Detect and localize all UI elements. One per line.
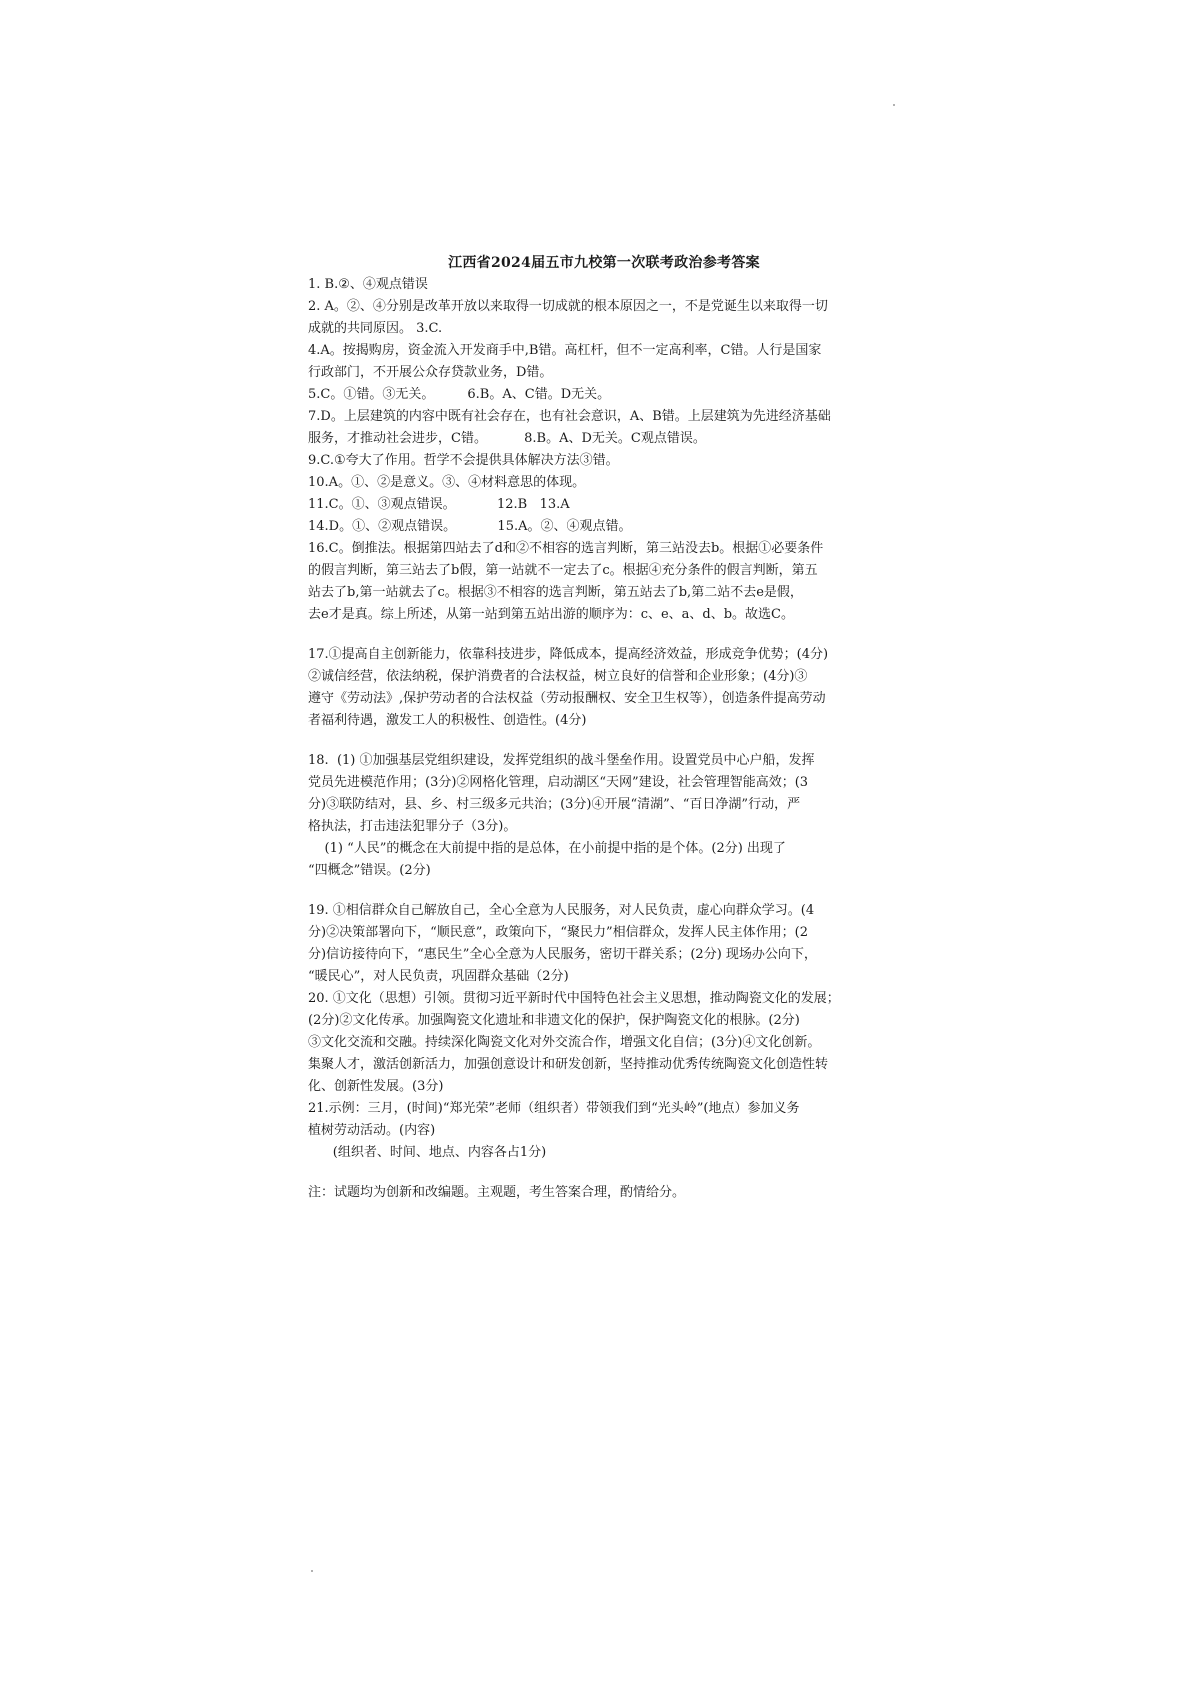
answer-line: 行政部门，不开展公众存贷款业务，D错。 <box>308 365 553 380</box>
answer-line: 者福利待遇，激发工人的积极性、创造性。(4分) <box>308 713 587 728</box>
answer-line: ③文化交流和交融。持续深化陶瓷文化对外交流合作，增强文化自信；(3分)④文化创新。 <box>308 1035 821 1050</box>
answer-block-18 <box>308 750 900 882</box>
paragraph-gap <box>308 1164 900 1182</box>
answer-line: 16.C。倒推法。根据第四站去了d和②不相容的选言判断，第三站没去b。根据①必要条件 <box>308 541 824 556</box>
answer-line: 1. B.②、④观点错误 <box>308 277 428 292</box>
paragraph-gap <box>308 732 900 750</box>
answer-document <box>308 252 900 1204</box>
answer-line: 14.D。①、②观点错误。 15.A。②、④观点错。 <box>308 519 632 534</box>
answer-line: “暖民心”，对人民负责，巩固群众基础（2分) <box>308 969 569 984</box>
answer-line: 成就的共同原因。 3.C. <box>308 321 443 336</box>
answer-block-19-21 <box>308 900 900 1164</box>
answer-line: 7.D。上层建筑的内容中既有社会存在，也有社会意识，A、B错。上层建筑为先进经济基础 <box>308 409 831 424</box>
answer-line: (1) “人民”的概念在大前提中指的是总体，在小前提中指的是个体。(2分) 出现了 <box>308 841 786 856</box>
answer-line: ②诚信经营，依法纳税，保护消费者的合法权益，树立良好的信誉和企业形象；(4分)③ <box>308 669 808 684</box>
document-title: 江西省2024届五市九校第一次联考政治参考答案 <box>448 255 760 271</box>
answer-line: 植树劳动活动。(内容) <box>308 1123 436 1138</box>
answer-line: 格执法，打击违法犯罪分子（3分)。 <box>308 819 517 834</box>
answer-line: 分)③联防结对，县、乡、村三级多元共治；(3分)④开展“清湖”、“百日净湖”行动，严 <box>308 797 801 812</box>
answer-line: 服务，才推动社会进步，C错。 8.B。A、D无关。C观点错误。 <box>308 431 706 446</box>
answer-line: 站去了b,第一站就去了c。根据③不相容的选言判断，第五站去了b,第二站不去e是假， <box>308 585 803 600</box>
answer-line: “四概念”错误。(2分) <box>308 863 431 878</box>
answer-line: 化、创新性发展。(3分) <box>308 1079 444 1094</box>
answer-line: (组织者、时间、地点、内容各占1分) <box>308 1145 547 1160</box>
answer-line: 遵守《劳动法》,保护劳动者的合法权益（劳动报酬权、安全卫生权等），创造条件提高劳动 <box>308 691 826 706</box>
answer-line: 11.C。①、③观点错误。 12.B 13.A <box>308 497 570 512</box>
answer-block-17 <box>308 644 900 732</box>
answer-line: 18. (1) ①加强基层党组织建设，发挥党组织的战斗堡垒作用。设置党员中心户船，发挥 <box>308 753 815 768</box>
answer-line: 9.C.①夸大了作用。哲学不会提供具体解决方法③错。 <box>308 453 619 468</box>
answer-line: 10.A。①、②是意义。③、④材料意思的体现。 <box>308 475 586 490</box>
answer-line: 17.①提高自主创新能力，依靠科技进步，降低成本，提高经济效益，形成竞争优势；(4分) <box>308 647 829 662</box>
answer-line: (2分)②文化传承。加强陶瓷文化遗址和非遗文化的保护，保护陶瓷文化的根脉。(2分) <box>308 1013 800 1028</box>
answer-line: 4.A。按揭购房，资金流入开发商手中,B错。高杠杆，但不一定高利率，C错。人行是国家 <box>308 343 822 358</box>
answer-line: 党员先进模范作用；(3分)②网格化管理，启动湖区“天网”建设，社会管理智能高效；(3 <box>308 775 809 790</box>
answer-line: 去e才是真。综上所述，从第一站到第五站出游的顺序为：c、e、a、d、b。故选C。 <box>308 607 795 622</box>
answer-block-choice <box>308 274 900 626</box>
answer-line: 2. A。②、④分别是改革开放以来取得一切成就的根本原因之一，不是党诞生以来取得一切 <box>308 299 828 314</box>
paragraph-gap <box>308 882 900 900</box>
answer-line: 21.示例：三月，(时间)“郑光荣”老师（组织者）带领我们到“光头岭”(地点）参加义务 <box>308 1101 800 1116</box>
answer-line: 19. ①相信群众自己解放自己，全心全意为人民服务，对人民负责，虚心向群众学习。(4 <box>308 903 815 918</box>
answer-line: 的假言判断，第三站去了b假，第一站就不一定去了c。根据④充分条件的假言判断，第五 <box>308 563 818 578</box>
answer-line: 分)信访接待向下，“惠民生”全心全意为人民服务，密切干群关系；(2分) 现场办公向下， <box>308 947 817 962</box>
scan-speck <box>311 1570 313 1572</box>
paragraph-gap <box>308 626 900 644</box>
grading-note: 注：试题均为创新和改编题。主观题，考生答案合理，酌情给分。 <box>308 1185 686 1200</box>
answer-line: 20. ①文化（思想）引领。贯彻习近平新时代中国特色社会主义思想，推动陶瓷文化的发展； <box>308 991 840 1006</box>
answer-line: 分)②决策部署向下，“顺民意”，政策向下，“聚民力”相信群众，发挥人民主体作用；(2 <box>308 925 808 940</box>
answer-line: 集聚人才，激活创新活力，加强创意设计和研发创新，坚持推动优秀传统陶瓷文化创造性转 <box>308 1057 829 1072</box>
answer-line: 5.C。①错。③无关。 6.B。A、C错。D无关。 <box>308 387 611 402</box>
scan-speck <box>893 104 895 106</box>
